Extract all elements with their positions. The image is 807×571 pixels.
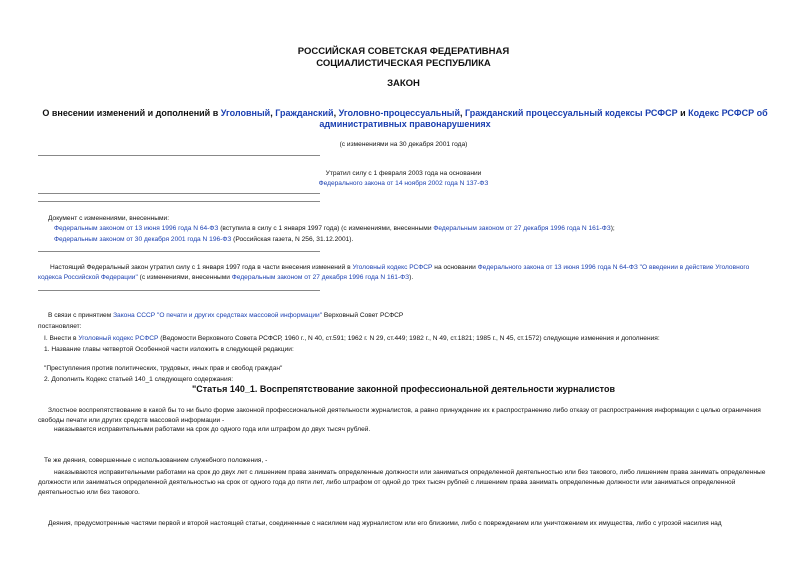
changes-item-1: Федеральным законом от 13 июня 1996 года N 64-ФЗ (вступила в силу с 1 января 1997 года) (с изменениями, внесенными Федеральным законом от 27 декабря 1996 года N 161-ФЗ); (54, 225, 615, 232)
notice-criminal-code-link[interactable]: Уголовный кодекс РСФСР (352, 264, 433, 271)
article-para-5: Деяния, предусмотренные частями первой и второй настоящей статьи, соединенные с насилием над журналистом или его близкими, либо с повреждением или уничтожением их имущества, либо с угрозой насилия над (48, 520, 722, 527)
body-para-6: 2. Дополнить Кодекс статьей 140_1 следующего содержания: (44, 376, 234, 383)
changes-intro: Документ с изменениями, внесенными: (48, 215, 170, 222)
expired-law-link[interactable]: Федерального закона от 14 ноября 2002 года N 137-ФЗ (318, 180, 489, 187)
article-para-1: Злостное воспрепятствование в какой бы то ни было форме законной профессиональной деятельности журналистов, а равно принуждение их к распространению либо отказу от распространения информации с целью ограничения свободы печати или других средств массовой информации - (38, 407, 761, 424)
title-link-criminal-procedure-code[interactable]: Уголовно-процессуальный (338, 108, 460, 118)
notice-paragraph: Настоящий Федеральный закон утратил силу с 1 января 1997 года в части внесения изменений в Уголовный кодекс РСФСР на основании Федерального закона от 13 июня 1996 года N 64-ФЗ "О введении в действие Уголовного кодекса Российской Федерации" (с изменениями, внесенными Федеральным законом от 27 декабря 1996 года N 161-ФЗ). (38, 264, 750, 281)
header-line-2: СОЦИАЛИСТИЧЕСКАЯ РЕСПУБЛИКА (316, 58, 491, 69)
body-para-5: "Преступления против политических, трудовых, иных прав и свобод граждан" (44, 365, 283, 372)
article-heading: "Статья 140_1. Воспрепятствование законной профессиональной деятельности журналистов (191, 384, 615, 394)
amended-note: (с изменениями на 30 декабря 2001 года) (339, 141, 468, 148)
divider (38, 251, 320, 252)
law-161fz-link[interactable]: Федеральным законом от 27 декабря 1996 года N 161-ФЗ (433, 225, 611, 232)
article-para-4: наказываются исправительными работами на срок до двух лет с лишением права занимать определенные должности или заниматься определенной деятельностью или без такового, либо лишением права занимать определенные должности или заниматься определенной деятельностью на срок от одного года до пяти лет, либо штрафом от одной до трех тысяч рублей с лишением права занимать определенные должности или заниматься определенной деятельностью или без такового. (38, 469, 766, 496)
title-link-criminal-code[interactable]: Уголовный (220, 108, 271, 118)
law-196fz-link[interactable]: Федеральным законом от 30 декабря 2001 года N 196-ФЗ (54, 236, 232, 243)
notice-intro-law-link[interactable]: "О введении в действие Уголовного кодекса Российской Федерации" (38, 264, 750, 281)
notice-law-161fz-link[interactable]: Федеральным законом от 27 декабря 1996 года N 161-ФЗ (231, 274, 410, 281)
body-criminal-code-link[interactable]: Уголовный кодекс РСФСР (78, 335, 159, 342)
expired-note: Утратил силу с 1 февраля 2003 года на основании (325, 170, 482, 177)
law-heading: ЗАКОН (387, 78, 420, 89)
ussr-press-law-link[interactable]: Закона СССР "О печати и других средствах массовой информации" (113, 312, 323, 319)
divider (38, 193, 320, 194)
divider (38, 155, 320, 156)
body-para-3: I. Внести в Уголовный кодекс РСФСР (Ведомости Верховного Совета РСФСР, 1960 г., N 40, ст.591; 1962 г. N 29, ст.449; 1982 г., N 49, ст.1821; 1985 г., N 45, ст.1572) следующие изменения и дополнения: (44, 335, 660, 342)
law-64fz-link[interactable]: Федеральным законом от 13 июня 1996 года N 64-ФЗ (54, 225, 219, 232)
header-line-1: РОССИЙСКАЯ СОВЕТСКАЯ ФЕДЕРАТИВНАЯ (297, 46, 510, 57)
article-para-2: наказывается исправительными работами на срок до одного года или штрафом до двух тысяч рублей. (54, 426, 371, 433)
changes-item-2: Федеральным законом от 30 декабря 2001 года N 196-ФЗ (Российская газета, N 256, 31.12.2001). (54, 236, 354, 243)
title-link-civil-code[interactable]: Гражданский (275, 108, 334, 118)
title-link-admin-code[interactable]: Кодекс РСФСР об административных правонарушениях (319, 108, 768, 129)
divider (38, 201, 320, 202)
title-link-civil-procedure-code[interactable]: Гражданский процессуальный кодексы РСФСР (465, 108, 678, 118)
body-para-4: 1. Название главы четвертой Особенной части изложить в следующей редакции: (44, 346, 294, 353)
divider (38, 290, 320, 291)
notice-law-64fz-link[interactable]: Федерального закона от 13 июня 1996 года N 64-ФЗ (477, 264, 638, 271)
body-para-1: В связи с принятием Закона СССР "О печати и других средствах массовой информации" Верховный Совет РСФСР (48, 312, 404, 319)
document-title: О внесении изменений и дополнений в Уголовный, Гражданский, Уголовно-процессуальный, Гражданский процессуальный кодексы РСФСР и Кодекс РСФСР об административных правонарушениях (42, 108, 768, 129)
body-para-2: постановляет: (38, 323, 82, 330)
article-para-3: Те же деяния, совершенные с использованием служебного положения, - (44, 457, 268, 464)
expired-link-row (0, 180, 807, 188)
